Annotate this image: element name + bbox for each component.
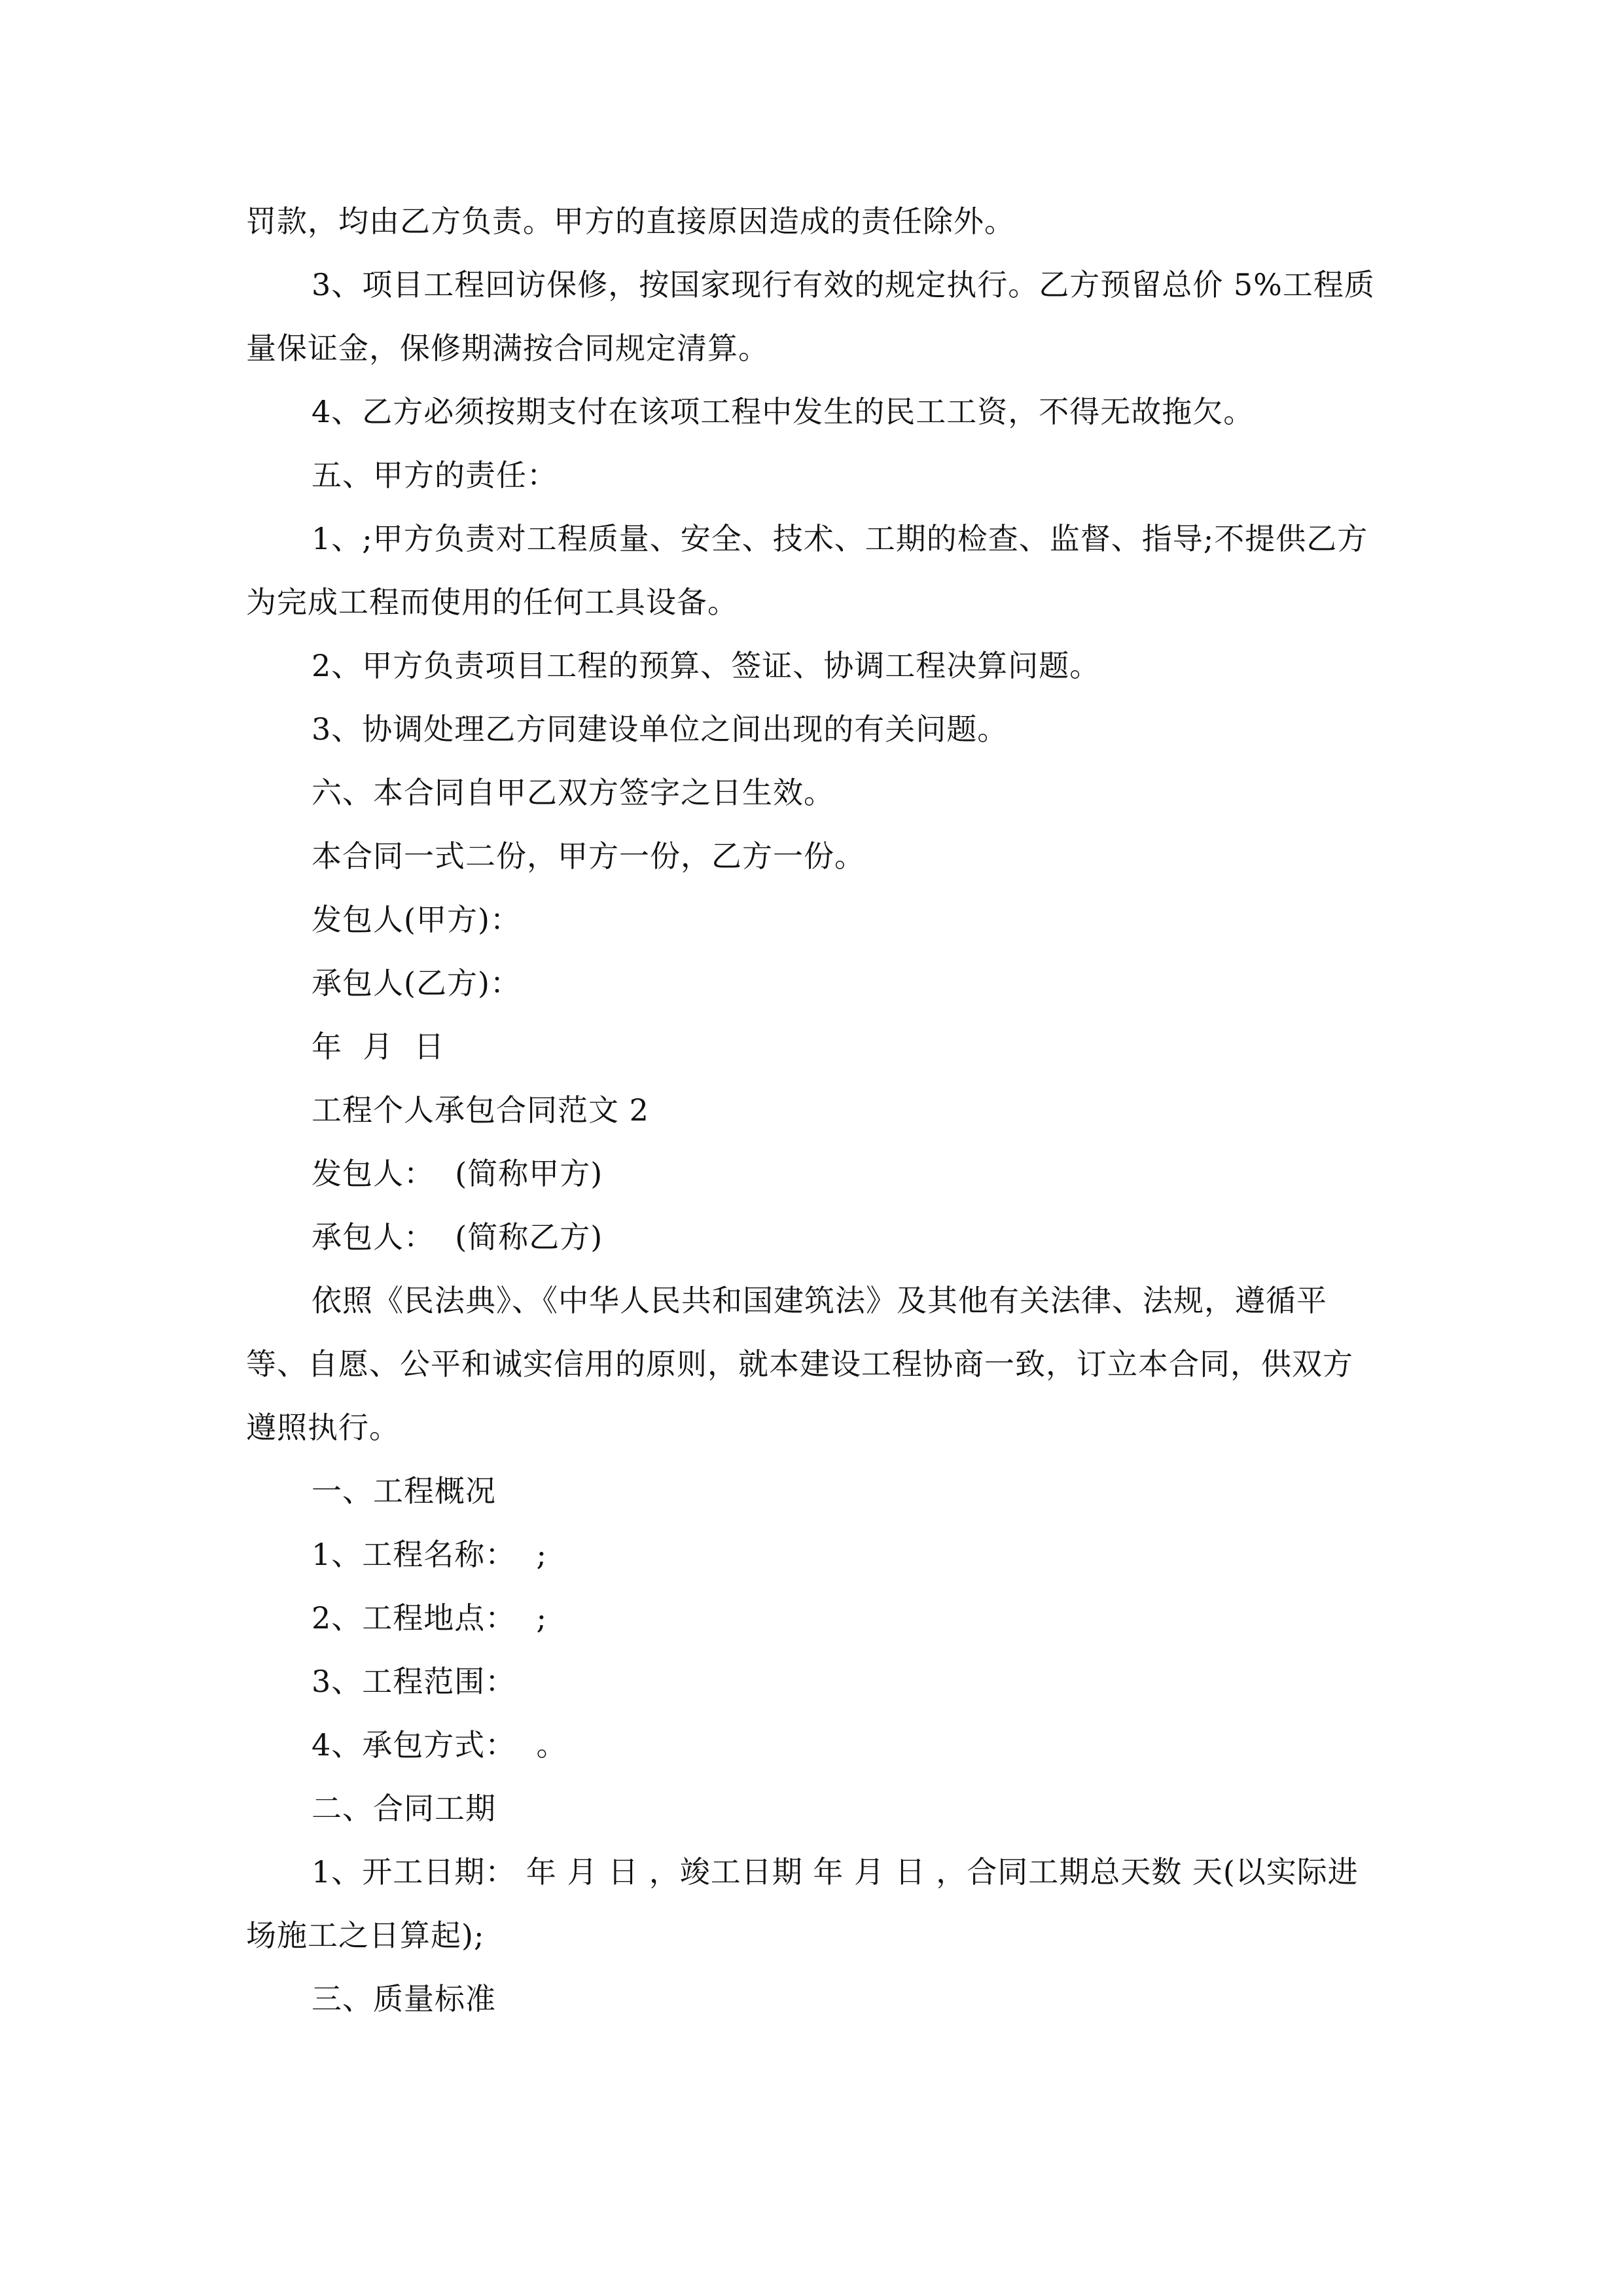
- paragraph: 本合同一式二份，甲方一份，乙方一份。: [312, 838, 865, 874]
- section-heading: 二、合同工期: [312, 1791, 496, 1826]
- paragraph: 3、项目工程回访保修，按国家现行有效的规定执行。乙方预留总价 5%工程质量保证金，保修期满按合同规定清算。: [246, 267, 1375, 366]
- paragraph: 罚款，均由乙方负责。甲方的直接原因造成的责任除外。: [246, 204, 1015, 239]
- section-heading: 三、质量标准: [312, 1981, 496, 2017]
- date-line: 年 月 日: [312, 1029, 445, 1064]
- party-line: 承包人： (简称乙方): [312, 1219, 603, 1255]
- section-heading: 六、本合同自甲乙双方签字之日生效。: [312, 775, 834, 810]
- document-page: [246, 190, 1378, 2031]
- section-heading: 五、甲方的责任：: [312, 457, 558, 493]
- signature-line: 承包人(乙方)：: [312, 965, 521, 1001]
- list-item: 3、工程范围：: [312, 1664, 516, 1699]
- signature-line: 发包人(甲方)：: [312, 902, 521, 937]
- party-line: 发包人： (简称甲方): [312, 1156, 603, 1191]
- paragraph: 依照《民法典》、《中华人民共和国建筑法》及其他有关法律、法规，遵循平等、自愿、公平和诚实信用的原则，就本建设工程协商一致，订立本合同，供双方遵照执行。: [246, 1283, 1353, 1445]
- list-item: 2、工程地点： ;: [312, 1600, 548, 1636]
- section-heading: 一、工程概况: [312, 1473, 496, 1509]
- list-item: 1、工程名称： ;: [312, 1537, 548, 1572]
- paragraph: 4、乙方必须按期支付在该项工程中发生的民工工资，不得无故拖欠。: [312, 394, 1255, 429]
- paragraph: 1、;甲方负责对工程质量、安全、技术、工期的检查、监督、指导;不提供乙方为完成工程而使用的任何工具设备。: [246, 521, 1368, 620]
- paragraph: 1、开工日期： 年 月 日 ，竣工日期 年 月 日 ，合同工期总天数 天(以实际进场施工之日算起);: [246, 1854, 1359, 1953]
- document-title: 工程个人承包合同范文 2: [312, 1092, 649, 1128]
- list-item: 4、承包方式： 。: [312, 1727, 567, 1763]
- paragraph: 2、甲方负责项目工程的预算、签证、协调工程决算问题。: [312, 648, 1101, 683]
- paragraph: 3、协调处理乙方同建设单位之间出现的有关问题。: [312, 711, 1008, 747]
